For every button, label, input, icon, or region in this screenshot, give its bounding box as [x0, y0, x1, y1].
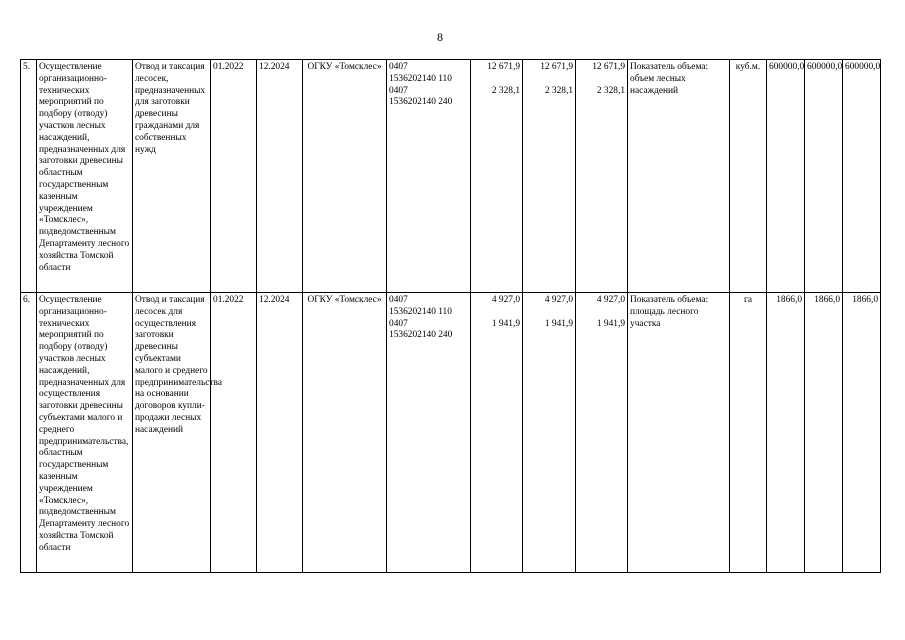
task-description: Отвод и таксация лесосек, предназначенных для заготовки древесины гражданами для собственных нужд: [133, 60, 211, 293]
budget-codes: 0407 1536202140 110 0407 1536202140 240: [387, 293, 471, 573]
start-date: 01.2022: [211, 60, 257, 293]
end-date: 12.2024: [257, 293, 303, 573]
sum-2022: 4 927,0 1 941,9: [523, 293, 576, 573]
value-2023: 1866,0: [805, 293, 843, 573]
value-2024: 600000,0: [843, 60, 881, 293]
row-number: 5.: [21, 60, 37, 293]
event-name: Осуществление организационно-технических мероприятий по подбору (отводу) участков лесных насаждений, предназначенных для заготовки древесины областным государственным казенным учреждением «Томсклес», подведомственным Департаменту лесного хозяйства Томской области: [37, 60, 133, 293]
end-date: 12.2024: [257, 60, 303, 293]
sum-total: 4 927,0 1 941,9: [471, 293, 523, 573]
unit: га: [730, 293, 767, 573]
sum-2023: 4 927,0 1 941,9: [576, 293, 628, 573]
page-number: 8: [437, 30, 443, 44]
unit: куб.м.: [730, 60, 767, 293]
executor: ОГКУ «Томсклес»: [303, 293, 387, 573]
sum-2023: 12 671,9 2 328,1: [576, 60, 628, 293]
value-2022: 600000,0: [767, 60, 805, 293]
value-2022: 1866,0: [767, 293, 805, 573]
budget-codes: 0407 1536202140 110 0407 1536202140 240: [387, 60, 471, 293]
executor: ОГКУ «Томсклес»: [303, 60, 387, 293]
event-name: Осуществление организационно-технических мероприятий по подбору (отводу) участков лесных насаждений, предназначенных для осуществления заготовки древесины субъектами малого и среднего предпринимательства, областным государственным казенным учреждением «Томсклес», подведомственным Департаменту лесного хозяйства Томской области: [37, 293, 133, 573]
table-row: [21, 60, 881, 293]
start-date: 01.2022: [211, 293, 257, 573]
indicator: Показатель объема: объем лесных насаждений: [628, 60, 730, 293]
row-number: 6.: [21, 293, 37, 573]
indicator: Показатель объема: площадь лесного участка: [628, 293, 730, 573]
task-description: Отвод и таксация лесосек для осуществления заготовки древесины субъектами малого и среднего предпринимательства на основании договоров купли-продажи лесных насаждений: [133, 293, 211, 573]
value-2023: 600000,0: [805, 60, 843, 293]
table-row: [21, 293, 881, 573]
sum-2022: 12 671,9 2 328,1: [523, 60, 576, 293]
program-table: [20, 59, 881, 573]
sum-total: 12 671,9 2 328,1: [471, 60, 523, 293]
value-2024: 1866,0: [843, 293, 881, 573]
